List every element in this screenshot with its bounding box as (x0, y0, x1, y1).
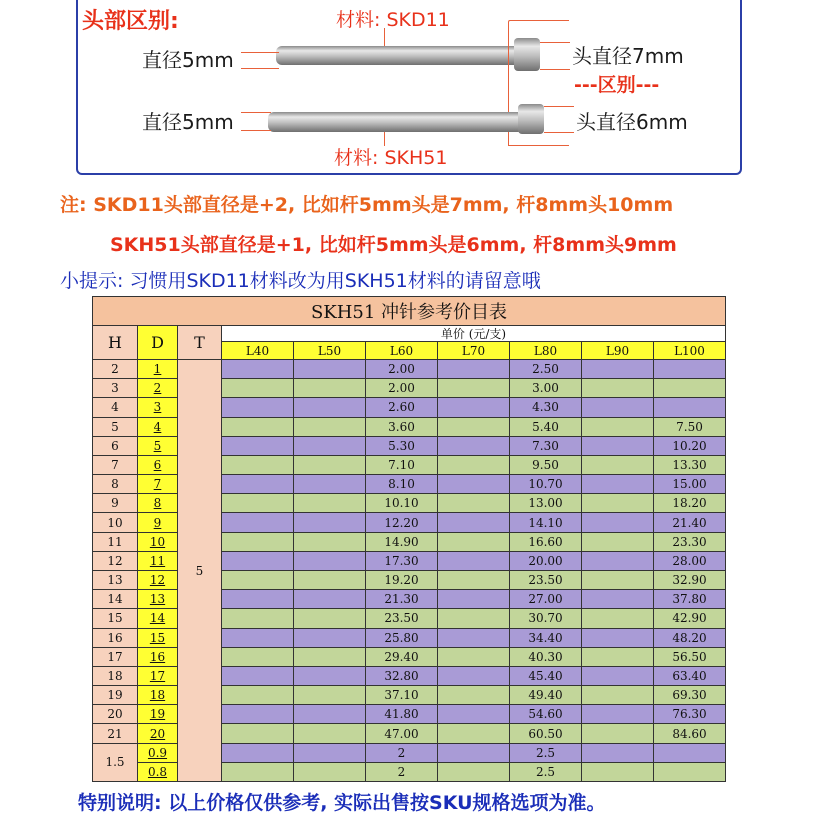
price-cell: 48.20 (654, 629, 726, 648)
price-cell (582, 379, 654, 398)
price-cell (294, 686, 366, 705)
price-cell: 20.00 (510, 552, 582, 571)
price-cell (438, 379, 510, 398)
price-cell (294, 744, 366, 763)
price-cell (294, 724, 366, 743)
price-cell (438, 418, 510, 437)
row-d: 11 (138, 552, 178, 571)
price-cell (222, 437, 294, 456)
price-cell (294, 379, 366, 398)
col-header-l80: L80 (510, 342, 582, 360)
row-h: 15 (92, 609, 138, 628)
pin-skh51-image (268, 112, 524, 132)
price-cell (582, 398, 654, 417)
price-cell (582, 705, 654, 724)
price-cell (438, 629, 510, 648)
price-cell: 7.10 (366, 456, 438, 475)
row-h: 13 (92, 571, 138, 590)
price-cell (222, 724, 294, 743)
price-cell (294, 705, 366, 724)
col-header-l90: L90 (582, 342, 654, 360)
row-d: 4 (138, 418, 178, 437)
col-header-l70: L70 (438, 342, 510, 360)
dia-bottom-label: 直径5mm (142, 110, 234, 134)
head-bottom-label: 头直径6mm (576, 110, 688, 134)
row-h: 20 (92, 705, 138, 724)
price-cell (582, 629, 654, 648)
diff-label: ---区别--- (574, 74, 660, 96)
col-header-t: T (178, 326, 222, 360)
price-cell (222, 609, 294, 628)
price-cell (438, 475, 510, 494)
price-cell (582, 724, 654, 743)
price-cell (294, 648, 366, 667)
price-cell (438, 571, 510, 590)
price-cell (294, 398, 366, 417)
price-cell: 5.40 (510, 418, 582, 437)
price-cell: 2 (366, 744, 438, 763)
pin-skd11-image (276, 46, 524, 65)
price-cell (654, 360, 726, 379)
row-h: 1.5 (92, 744, 138, 782)
price-cell (222, 629, 294, 648)
price-cell: 41.80 (366, 705, 438, 724)
price-cell (294, 494, 366, 513)
price-cell (654, 379, 726, 398)
price-cell (294, 552, 366, 571)
price-cell (294, 590, 366, 609)
row-h: 14 (92, 590, 138, 609)
pointer-line (241, 130, 271, 131)
price-cell (294, 456, 366, 475)
price-cell (582, 533, 654, 552)
row-d: 15 (138, 629, 178, 648)
unit-price-header: 单价 (元/支) (222, 326, 726, 342)
price-cell (582, 437, 654, 456)
row-d: 6 (138, 456, 178, 475)
price-table (92, 296, 726, 782)
price-cell: 56.50 (654, 648, 726, 667)
price-cell: 4.30 (510, 398, 582, 417)
price-cell (438, 398, 510, 417)
price-cell: 42.90 (654, 609, 726, 628)
price-cell (438, 456, 510, 475)
col-header-l100: L100 (654, 342, 726, 360)
row-h: 21 (92, 724, 138, 743)
head-diff-title: 头部区别: (82, 9, 179, 34)
price-cell: 69.30 (654, 686, 726, 705)
row-h: 9 (92, 494, 138, 513)
row-d: 12 (138, 571, 178, 590)
price-cell: 37.80 (654, 590, 726, 609)
price-cell: 54.60 (510, 705, 582, 724)
price-cell: 47.00 (366, 724, 438, 743)
price-cell: 27.00 (510, 590, 582, 609)
price-cell (582, 418, 654, 437)
footer-note: 特别说明: 以上价格仅供参考, 实际出售按SKU规格选项为准。 (78, 792, 606, 814)
price-cell: 7.30 (510, 437, 582, 456)
price-cell: 3.00 (510, 379, 582, 398)
price-cell (438, 724, 510, 743)
row-h: 12 (92, 552, 138, 571)
row-h: 7 (92, 456, 138, 475)
price-cell: 17.30 (366, 552, 438, 571)
tip-text: 小提示: 习惯用SKD11材料改为用SKH51材料的请留意哦 (60, 270, 541, 292)
note-skh51: SKH51头部直径是+1, 比如杆5mm头是6mm, 杆8mm头9mm (110, 234, 677, 256)
price-cell: 9.50 (510, 456, 582, 475)
pointer-line (241, 112, 271, 113)
price-cell: 21.30 (366, 590, 438, 609)
price-cell: 19.20 (366, 571, 438, 590)
col-header-d: D (138, 326, 178, 360)
price-cell (654, 763, 726, 782)
price-cell: 32.80 (366, 667, 438, 686)
row-h: 16 (92, 629, 138, 648)
price-cell (438, 667, 510, 686)
pointer-line (241, 68, 279, 69)
price-cell (582, 744, 654, 763)
price-cell (582, 667, 654, 686)
price-cell (654, 744, 726, 763)
price-cell (438, 590, 510, 609)
price-cell: 14.90 (366, 533, 438, 552)
price-cell (654, 398, 726, 417)
price-cell (222, 398, 294, 417)
row-h: 6 (92, 437, 138, 456)
price-cell (222, 667, 294, 686)
pointer-line (241, 52, 279, 53)
price-cell: 2 (366, 763, 438, 782)
price-cell (222, 456, 294, 475)
t-value-cell: 5 (178, 360, 222, 782)
price-cell (222, 686, 294, 705)
price-cell: 13.00 (510, 494, 582, 513)
row-h: 10 (92, 513, 138, 532)
price-cell: 7.50 (654, 418, 726, 437)
price-cell (582, 590, 654, 609)
material-top-label: 材料: SKD11 (336, 9, 450, 31)
row-d: 13 (138, 590, 178, 609)
row-h: 5 (92, 418, 138, 437)
price-cell: 18.20 (654, 494, 726, 513)
price-cell: 84.60 (654, 724, 726, 743)
price-cell: 45.40 (510, 667, 582, 686)
price-cell (294, 571, 366, 590)
row-h: 19 (92, 686, 138, 705)
row-d: 14 (138, 609, 178, 628)
price-cell: 49.40 (510, 686, 582, 705)
price-cell: 2.50 (510, 360, 582, 379)
price-cell: 30.70 (510, 609, 582, 628)
price-cell (222, 590, 294, 609)
col-header-l40: L40 (222, 342, 294, 360)
price-cell (222, 513, 294, 532)
price-cell (222, 648, 294, 667)
pointer-line (384, 28, 385, 46)
price-cell (438, 744, 510, 763)
price-cell: 40.30 (510, 648, 582, 667)
price-cell: 25.80 (366, 629, 438, 648)
price-cell: 10.20 (654, 437, 726, 456)
price-cell (582, 763, 654, 782)
price-cell (294, 513, 366, 532)
price-cell (582, 609, 654, 628)
price-cell (222, 494, 294, 513)
row-d: 20 (138, 724, 178, 743)
row-d: 1 (138, 360, 178, 379)
price-cell (438, 552, 510, 571)
price-cell (222, 705, 294, 724)
table-title: SKH51 冲针参考价目表 (92, 296, 726, 326)
price-cell (438, 609, 510, 628)
price-cell (294, 437, 366, 456)
price-cell: 23.50 (366, 609, 438, 628)
row-d: 0.8 (138, 763, 178, 782)
row-d: 10 (138, 533, 178, 552)
price-cell (222, 418, 294, 437)
row-d: 9 (138, 513, 178, 532)
row-d: 19 (138, 705, 178, 724)
price-cell (582, 513, 654, 532)
col-header-l60: L60 (366, 342, 438, 360)
price-cell: 2.60 (366, 398, 438, 417)
price-cell (294, 418, 366, 437)
price-cell: 28.00 (654, 552, 726, 571)
price-cell (222, 475, 294, 494)
price-cell (294, 533, 366, 552)
price-cell (294, 763, 366, 782)
price-cell (582, 552, 654, 571)
col-header-l50: L50 (294, 342, 366, 360)
price-cell (438, 648, 510, 667)
row-h: 18 (92, 667, 138, 686)
price-cell (582, 648, 654, 667)
price-cell (582, 494, 654, 513)
price-cell (222, 552, 294, 571)
pointer-line (544, 132, 574, 133)
price-cell (222, 763, 294, 782)
price-cell (222, 533, 294, 552)
row-h: 11 (92, 533, 138, 552)
price-cell (294, 475, 366, 494)
price-cell (582, 456, 654, 475)
head-top-label: 头直径7mm (572, 44, 684, 68)
price-cell (582, 686, 654, 705)
price-cell (582, 571, 654, 590)
price-cell (294, 629, 366, 648)
price-cell: 2.00 (366, 379, 438, 398)
row-h: 17 (92, 648, 138, 667)
row-h: 8 (92, 475, 138, 494)
row-h: 3 (92, 379, 138, 398)
price-cell (438, 513, 510, 532)
price-cell: 13.30 (654, 456, 726, 475)
price-cell: 15.00 (654, 475, 726, 494)
pin-skh51-head-image (518, 104, 544, 134)
price-cell: 23.30 (654, 533, 726, 552)
price-cell (294, 360, 366, 379)
price-cell: 32.90 (654, 571, 726, 590)
price-cell (222, 379, 294, 398)
row-d: 7 (138, 475, 178, 494)
price-cell: 14.10 (510, 513, 582, 532)
price-cell (222, 571, 294, 590)
row-d: 16 (138, 648, 178, 667)
price-cell: 5.30 (366, 437, 438, 456)
price-cell: 2.00 (366, 360, 438, 379)
price-cell: 60.50 (510, 724, 582, 743)
price-cell (438, 686, 510, 705)
price-cell (582, 475, 654, 494)
price-cell (438, 705, 510, 724)
row-d: 18 (138, 686, 178, 705)
price-cell (294, 667, 366, 686)
row-d: 8 (138, 494, 178, 513)
price-cell: 37.10 (366, 686, 438, 705)
price-cell: 34.40 (510, 629, 582, 648)
price-cell: 10.70 (510, 475, 582, 494)
price-cell: 23.50 (510, 571, 582, 590)
price-cell (222, 744, 294, 763)
note-skd11: 注: SKD11头部直径是+2, 比如杆5mm头是7mm, 杆8mm头10mm (60, 194, 674, 216)
price-cell: 76.30 (654, 705, 726, 724)
price-cell (294, 609, 366, 628)
price-cell: 8.10 (366, 475, 438, 494)
price-cell (582, 360, 654, 379)
price-cell: 16.60 (510, 533, 582, 552)
price-cell (438, 494, 510, 513)
price-cell: 2.5 (510, 744, 582, 763)
price-cell: 3.60 (366, 418, 438, 437)
price-cell: 29.40 (366, 648, 438, 667)
price-cell (222, 360, 294, 379)
price-cell: 10.10 (366, 494, 438, 513)
row-h: 2 (92, 360, 138, 379)
pointer-line (544, 106, 574, 107)
price-cell (438, 360, 510, 379)
row-d: 2 (138, 379, 178, 398)
price-cell (438, 763, 510, 782)
price-cell (438, 437, 510, 456)
row-d: 17 (138, 667, 178, 686)
col-header-h: H (92, 326, 138, 360)
price-cell: 21.40 (654, 513, 726, 532)
material-bottom-label: 材料: SKH51 (334, 147, 448, 169)
price-cell: 12.20 (366, 513, 438, 532)
row-h: 4 (92, 398, 138, 417)
price-cell (438, 533, 510, 552)
row-d: 3 (138, 398, 178, 417)
price-cell: 2.5 (510, 763, 582, 782)
dia-top-label: 直径5mm (142, 48, 234, 72)
row-d: 5 (138, 437, 178, 456)
price-cell: 63.40 (654, 667, 726, 686)
row-d: 0.9 (138, 744, 178, 763)
